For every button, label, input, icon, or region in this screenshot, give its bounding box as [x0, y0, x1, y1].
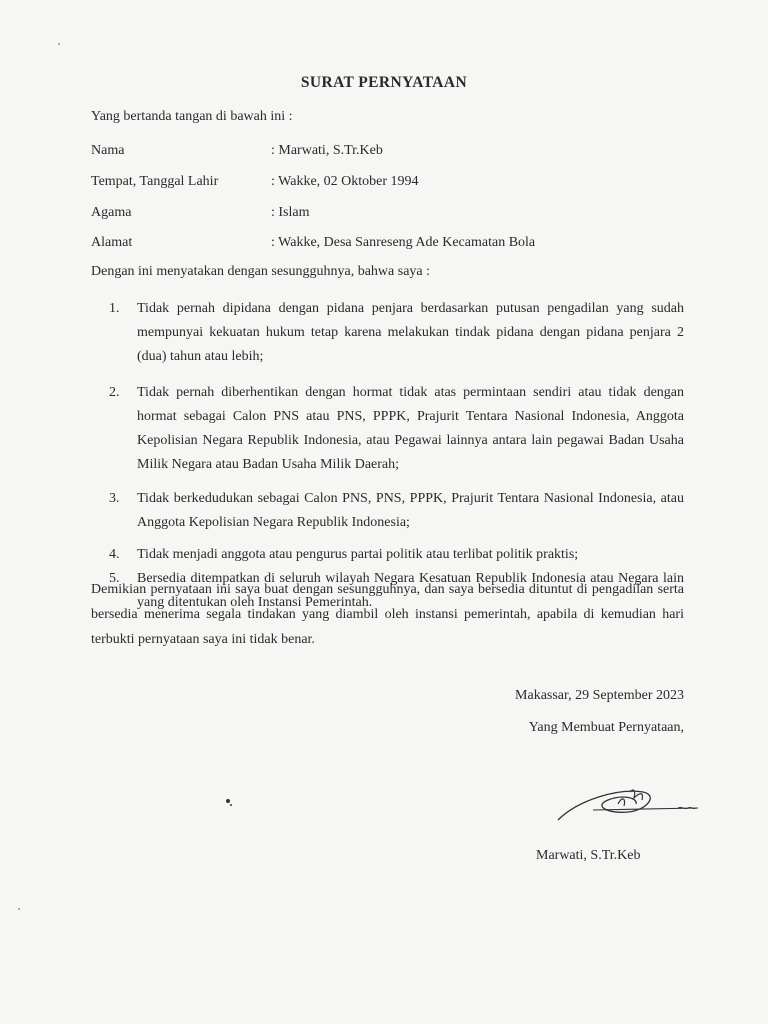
- field-label-nama: Nama: [91, 143, 125, 158]
- field-label-alamat: Alamat: [91, 235, 133, 250]
- field-label-agama: Agama: [91, 205, 132, 220]
- list-item-number: 1.: [109, 301, 120, 316]
- field-value-nama: : Marwati, S.Tr.Keb: [271, 143, 383, 158]
- list-item-number: 5.: [109, 571, 120, 586]
- field-value-alamat: : Wakke, Desa Sanreseng Ade Kecamatan Bola: [271, 235, 536, 250]
- list-item-text: Tidak menjadi anggota atau pengurus partai politik atau terlibat politik praktis;: [137, 547, 579, 562]
- document-title: SURAT PERNYATAAN: [300, 74, 468, 91]
- list-item: [109, 543, 684, 567]
- list-item-text: Tidak pernah dipidana dengan pidana penjara berdasarkan putusan pengadilan yang sudah mempunyai kekuatan hukum tetap karena melakukan tindak pidana dengan pidana penjara 2 (dua) tahun atau lebih;: [137, 301, 684, 364]
- list-item-text: Tidak berkedudukan sebagai Calon PNS, PNS, PPPK, Prajurit Tentara Nasional Indonesia, atau Anggota Kepolisian Negara Republik Indonesia;: [137, 491, 684, 530]
- ink-speck: [226, 799, 230, 803]
- field-value-agama: : Islam: [271, 205, 310, 220]
- list-item-number: 3.: [109, 491, 120, 506]
- signer-name: Marwati, S.Tr.Keb: [536, 848, 641, 863]
- list-item-text: Tidak pernah diberhentikan dengan hormat tidak atas permintaan sendiri atau tidak dengan hormat sebagai Calon PNS atau PNS, PPPK, Prajurit Tentara Nasional Indonesia, Anggota Kepolisian Negara Republik Indonesia, atau Pegawai lainnya antara lain pegawai Badan Usaha Milik Negara atau Badan Usaha Milik Daerah;: [137, 385, 684, 472]
- field-value-tempat-tanggal-lahir: : Wakke, 02 Oktober 1994: [271, 174, 419, 189]
- statement-text: Dengan ini menyatakan dengan sesungguhnya, bahwa saya :: [91, 264, 431, 279]
- maker-label: Yang Membuat Pernyataan,: [528, 720, 684, 735]
- signature-image: [548, 770, 708, 840]
- list-item: [109, 297, 684, 369]
- field-label-tempat-tanggal-lahir: Tempat, Tanggal Lahir: [91, 174, 219, 189]
- list-item: [109, 381, 684, 477]
- ink-speck: [18, 908, 20, 910]
- list-item: [109, 487, 684, 535]
- statement-list: [109, 297, 684, 615]
- place-date: Makassar, 29 September 2023: [515, 688, 684, 703]
- ink-speck: [58, 43, 60, 45]
- closing-paragraph: Demikian pernyataan ini saya buat dengan sesungguhnya, dan saya bersedia dituntut di pengadilan serta bersedia menerima segala tindakan yang diambil oleh instansi pemerintah, apabila di kemudian hari terbukti pernyataan saya ini tidak benar.: [91, 582, 684, 647]
- list-item-number: 4.: [109, 547, 120, 562]
- list-item-number: 2.: [109, 385, 120, 400]
- intro-text: Yang bertanda tangan di bawah ini :: [91, 109, 293, 124]
- list-item-text: Bersedia ditempatkan di seluruh wilayah Negara Kesatuan Republik Indonesia atau Negara lain yang ditentukan oleh Instansi Pemerintah.: [137, 571, 684, 610]
- ink-speck: [230, 804, 232, 806]
